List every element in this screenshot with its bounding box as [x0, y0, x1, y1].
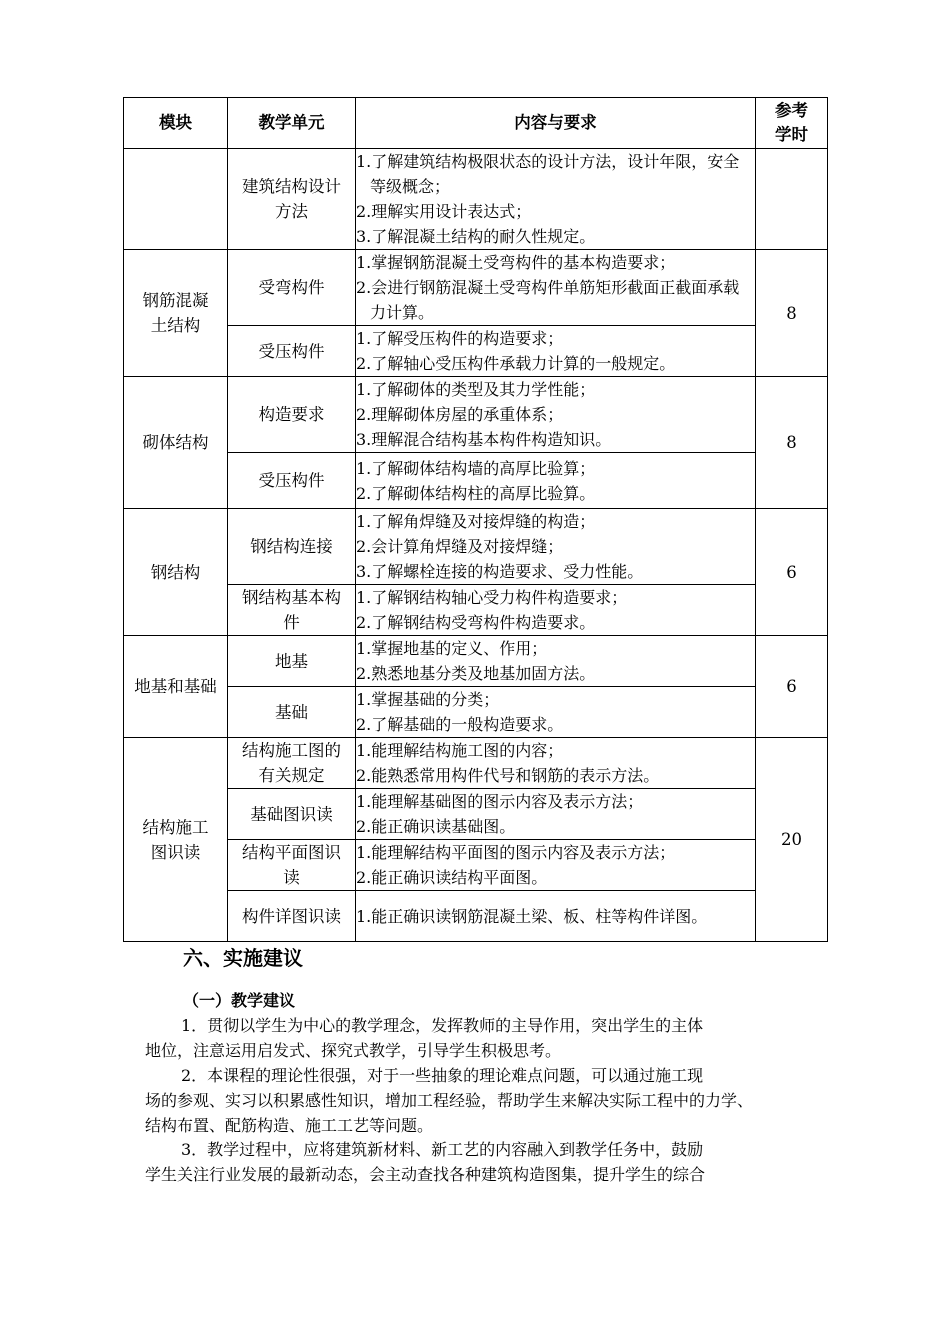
paragraph [145, 1013, 875, 1063]
content-item: 1.了解受压构件的构造要求； [356, 329, 564, 348]
content-item: 1.掌握地基的定义、作用； [356, 639, 548, 658]
content-item: 1.了解建筑结构极限状态的设计方法，设计年限，安全等级概念； [356, 152, 740, 196]
content-cell [356, 738, 756, 789]
content-item: 2.理解砌体房屋的承重体系； [356, 405, 564, 424]
content-cell [356, 377, 756, 453]
header-unit: 教学单元 [228, 98, 356, 149]
module-cell: 地基和基础 [124, 636, 228, 738]
content-cell [356, 891, 756, 942]
content-item: 2.能正确识读结构平面图。 [356, 868, 548, 887]
content-cell [356, 149, 756, 250]
table-row [124, 585, 828, 636]
hours-cell: 8 [756, 377, 828, 509]
content-item: 2.了解基础的一般构造要求。 [356, 715, 564, 734]
unit-cell: 钢结构基本构件 [228, 585, 356, 636]
content-item: 1.能理解结构平面图的图示内容及表示方法； [356, 843, 676, 862]
table-row [124, 250, 828, 326]
table-row [124, 149, 828, 250]
table-row [124, 453, 828, 509]
paragraph-line: 学生关注行业发展的最新动态，会主动查找各种建筑构造图集，提升学生的综合 [145, 1165, 706, 1184]
paragraph-line: 1．贯彻以学生为中心的教学理念，发挥教师的主导作用，突出学生的主体 [181, 1016, 704, 1035]
hours-cell-empty [756, 149, 828, 250]
content-item: 2.会进行钢筋混凝土受弯构件单筋矩形截面正截面承载力计算。 [356, 278, 740, 322]
paragraph [145, 1137, 875, 1187]
unit-cell: 构造要求 [228, 377, 356, 453]
hours-cell: 6 [756, 636, 828, 738]
content-item: 1.了解砌体结构墙的高厚比验算； [356, 458, 596, 478]
content-item: 1.能理解基础图的图示内容及表示方法； [356, 792, 644, 811]
table-row [124, 789, 828, 840]
paragraph-line: 3．教学过程中，应将建筑新材料、新工艺的内容融入到教学任务中，鼓励 [181, 1140, 704, 1159]
content-item: 2.能熟悉常用构件代号和钢筋的表示方法。 [356, 766, 660, 785]
unit-cell: 构件详图识读 [228, 891, 356, 942]
content-cell [356, 509, 756, 585]
content-item: 2.会计算角焊缝及对接焊缝； [356, 537, 564, 556]
content-item: 2.能正确识读基础图。 [356, 817, 516, 836]
content-cell [356, 453, 756, 509]
paragraph-line: 场的参观、实习以积累感性知识，增加工程经验，帮助学生来解决实际工程中的力学、 [145, 1091, 754, 1110]
content-item: 1.了解钢结构轴心受力构件构造要求； [356, 588, 628, 607]
table-row [124, 636, 828, 687]
table-row [124, 687, 828, 738]
module-cell: 结构施工图识读 [124, 738, 228, 942]
unit-cell: 受弯构件 [228, 250, 356, 326]
table-row [124, 840, 828, 891]
paragraph-line: 结构布置、配筋构造、施工工艺等问题。 [145, 1116, 434, 1135]
content-item: 2.了解轴心受压构件承载力计算的一般规定。 [356, 354, 676, 373]
paragraph-line: 2．本课程的理论性很强，对于一些抽象的理论难点问题，可以通过施工现 [181, 1066, 704, 1085]
content-item: 2.熟悉地基分类及地基加固方法。 [356, 664, 596, 683]
unit-cell: 基础图识读 [228, 789, 356, 840]
unit-cell: 结构施工图的有关规定 [228, 738, 356, 789]
header-module: 模块 [124, 98, 228, 149]
content-cell [356, 326, 756, 377]
unit-cell: 基础 [228, 687, 356, 738]
table-row [124, 509, 828, 585]
section-heading: 六、实施建议 [183, 946, 303, 970]
header-hours: 参考 学时 [756, 98, 828, 149]
module-cell: 钢结构 [124, 509, 228, 636]
content-cell [356, 636, 756, 687]
table-header-row [124, 98, 828, 149]
header-content: 内容与要求 [356, 98, 756, 149]
content-item: 2.了解砌体结构柱的高厚比验算。 [356, 483, 596, 503]
content-cell [356, 840, 756, 891]
section-subheading: （一）教学建议 [183, 991, 296, 1010]
content-item: 1.能理解结构施工图的内容； [356, 741, 564, 760]
content-item: 1.能正确识读钢筋混凝土梁、板、柱等构件详图。 [356, 906, 708, 926]
content-item: 2.理解实用设计表达式； [356, 202, 532, 221]
unit-cell: 受压构件 [228, 453, 356, 509]
hours-cell: 20 [756, 738, 828, 942]
content-item: 3.了解混凝土结构的耐久性规定。 [356, 227, 596, 246]
module-cell: 钢筋混凝土结构 [124, 250, 228, 377]
unit-cell: 结构平面图识读 [228, 840, 356, 891]
table-row [124, 891, 828, 942]
course-content-table [123, 97, 828, 942]
content-cell [356, 250, 756, 326]
paragraph [145, 1063, 875, 1138]
table-row [124, 377, 828, 453]
table-row [124, 326, 828, 377]
content-cell [356, 585, 756, 636]
paragraph-line: 地位，注意运用启发式、探究式教学，引导学生积极思考。 [145, 1041, 562, 1060]
module-cell-empty [124, 149, 228, 250]
hours-cell: 6 [756, 509, 828, 636]
content-item: 3.理解混合结构基本构件构造知识。 [356, 430, 612, 449]
content-item: 1.了解砌体的类型及其力学性能； [356, 380, 596, 399]
content-item: 1.掌握基础的分类； [356, 690, 500, 709]
hours-cell: 8 [756, 250, 828, 377]
unit-cell: 地基 [228, 636, 356, 687]
content-item: 1.掌握钢筋混凝土受弯构件的基本构造要求； [356, 253, 676, 272]
module-cell: 砌体结构 [124, 377, 228, 509]
unit-cell: 建筑结构设计方法 [228, 149, 356, 250]
content-item: 2.了解钢结构受弯构件构造要求。 [356, 613, 596, 632]
unit-cell: 钢结构连接 [228, 509, 356, 585]
content-item: 3.了解螺栓连接的构造要求、受力性能。 [356, 562, 644, 581]
unit-cell: 受压构件 [228, 326, 356, 377]
content-cell [356, 789, 756, 840]
content-item: 1.了解角焊缝及对接焊缝的构造； [356, 512, 596, 531]
content-cell [356, 687, 756, 738]
table-row [124, 738, 828, 789]
